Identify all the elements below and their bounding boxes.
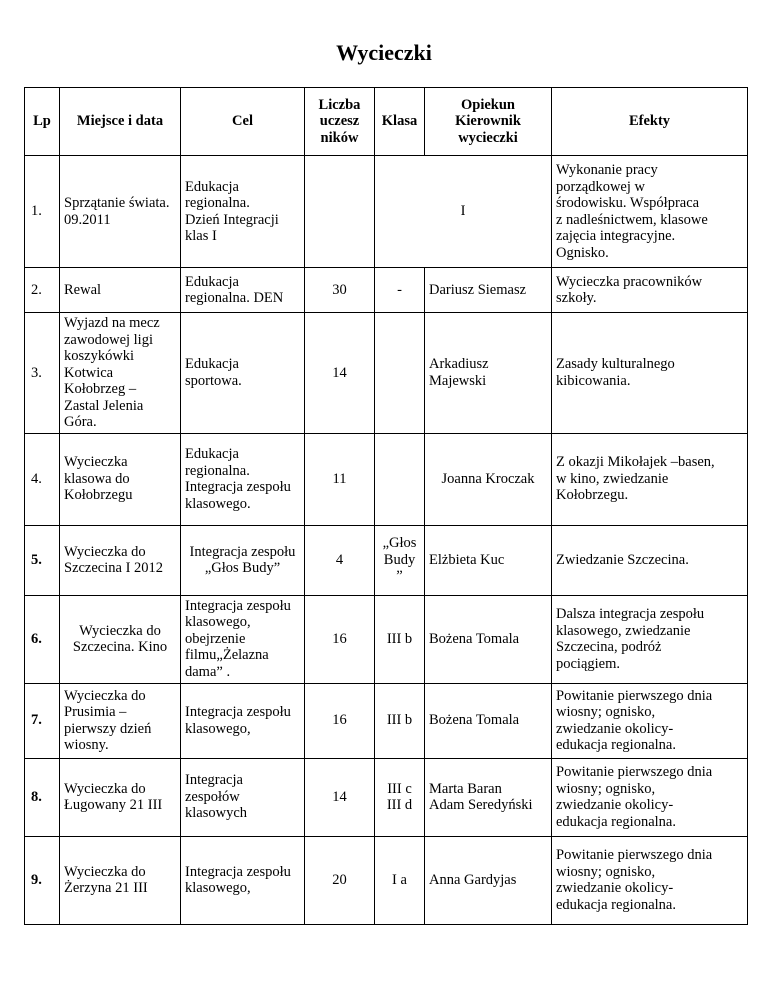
row-efekty: Wycieczka pracowników szkoły.: [552, 268, 748, 313]
row-cel: Edukacja regionalna. DEN: [181, 268, 305, 313]
row-lp: 3.: [25, 313, 60, 434]
table-row: [25, 313, 748, 434]
row-opiekun: Anna Gardyjas: [425, 836, 552, 924]
table-row: [25, 268, 748, 313]
table-row: [25, 683, 748, 758]
row-klasa: III c III d: [375, 758, 425, 836]
row-opiekun: Bożena Tomala: [425, 683, 552, 758]
row-lp: 9.: [25, 836, 60, 924]
row-lp: 1.: [25, 156, 60, 268]
row-efekty: Zasady kulturalnego kibicowania.: [552, 313, 748, 434]
row-cel: Integracja zespołów klasowych: [181, 758, 305, 836]
header-liczba: Liczba uczesz ników: [305, 88, 375, 156]
row-liczba: 16: [305, 683, 375, 758]
row-klasa: I a: [375, 836, 425, 924]
row-lp: 6.: [25, 595, 60, 683]
row-liczba: 20: [305, 836, 375, 924]
header-opiekun: Opiekun Kierownik wycieczki: [425, 88, 552, 156]
row-opiekun: Dariusz Siemasz: [425, 268, 552, 313]
row-klasa: „Głos Budy ”: [375, 525, 425, 595]
row-efekty: Powitanie pierwszego dnia wiosny; ognisko, zwiedzanie okolicy- edukacja regionalna.: [552, 683, 748, 758]
row-klasa: [375, 433, 425, 525]
row-miejsce: Wycieczka do Szczecina I 2012: [60, 525, 181, 595]
table-row: [25, 758, 748, 836]
row-cel: Integracja zespołu klasowego, obejrzenie filmu„Żelazna dama” .: [181, 595, 305, 683]
row-cel: Edukacja regionalna. Integracja zespołu klasowego.: [181, 433, 305, 525]
header-cel: Cel: [181, 88, 305, 156]
row-opiekun: Arkadiusz Majewski: [425, 313, 552, 434]
page-title: Wycieczki: [336, 40, 432, 65]
table-row: [25, 836, 748, 924]
row-miejsce: Sprzątanie świata. 09.2011: [60, 156, 181, 268]
row-lp: 8.: [25, 758, 60, 836]
row-cel: Integracja zespołu klasowego,: [181, 836, 305, 924]
row-klasa: III b: [375, 683, 425, 758]
table-row: [25, 525, 748, 595]
row-efekty: Wykonanie pracy porządkowej w środowisku. Współpraca z nadleśnictwem, klasowe zajęcia integracyjne. Ognisko.: [552, 156, 748, 268]
row-klasa: -: [375, 268, 425, 313]
table-row: [25, 156, 748, 268]
row-cel: Integracja zespołu klasowego,: [181, 683, 305, 758]
row-efekty: Zwiedzanie Szczecina.: [552, 525, 748, 595]
header-efekty: Efekty: [552, 88, 748, 156]
row-cel: Integracja zespołu „Głos Budy”: [181, 525, 305, 595]
row-efekty: Powitanie pierwszego dnia wiosny; ognisko, zwiedzanie okolicy- edukacja regionalna.: [552, 836, 748, 924]
row-efekty: Powitanie pierwszego dnia wiosny; ognisko, zwiedzanie okolicy- edukacja regionalna.: [552, 758, 748, 836]
row-liczba: [305, 156, 375, 268]
header-row: [25, 88, 748, 156]
row-efekty: Dalsza integracja zespołu klasowego, zwiedzanie Szczecina, podróż pociągiem.: [552, 595, 748, 683]
row-miejsce: Wycieczka do Ługowany 21 III: [60, 758, 181, 836]
row-opiekun: Marta Baran Adam Seredyński: [425, 758, 552, 836]
row-miejsce: Rewal: [60, 268, 181, 313]
row-klasa: [375, 313, 425, 434]
table-row: [25, 595, 748, 683]
row-liczba: 11: [305, 433, 375, 525]
header-klasa: Klasa: [375, 88, 425, 156]
row-lp: 4.: [25, 433, 60, 525]
row-liczba: 14: [305, 758, 375, 836]
row-liczba: 14: [305, 313, 375, 434]
header-miejsce: Miejsce i data: [60, 88, 181, 156]
row-miejsce: Wycieczka do Prusimia – pierwszy dzień wiosny.: [60, 683, 181, 758]
row-liczba: 4: [305, 525, 375, 595]
row-miejsce: Wycieczka klasowa do Kołobrzegu: [60, 433, 181, 525]
row-cel: Edukacja regionalna. Dzień Integracji klas I: [181, 156, 305, 268]
row-miejsce: Wycieczka do Żerzyna 21 III: [60, 836, 181, 924]
row-liczba: 16: [305, 595, 375, 683]
row-lp: 5.: [25, 525, 60, 595]
row-miejsce: Wycieczka do Szczecina. Kino: [60, 595, 181, 683]
row-opiekun: Joanna Kroczak: [425, 433, 552, 525]
row-opiekun: Bożena Tomala: [425, 595, 552, 683]
row-cel: Edukacja sportowa.: [181, 313, 305, 434]
row-lp: 2.: [25, 268, 60, 313]
row-liczba: 30: [305, 268, 375, 313]
header-lp: Lp: [25, 88, 60, 156]
row-miejsce: Wyjazd na mecz zawodowej ligi koszykówki Kotwica Kołobrzeg – Zastal Jelenia Góra.: [60, 313, 181, 434]
trips-table: [24, 87, 748, 925]
row-klasa: I: [375, 156, 552, 268]
row-lp: 7.: [25, 683, 60, 758]
row-efekty: Z okazji Mikołajek –basen, w kino, zwiedzanie Kołobrzegu.: [552, 433, 748, 525]
row-opiekun: Elżbieta Kuc: [425, 525, 552, 595]
table-row: [25, 433, 748, 525]
row-klasa: III b: [375, 595, 425, 683]
